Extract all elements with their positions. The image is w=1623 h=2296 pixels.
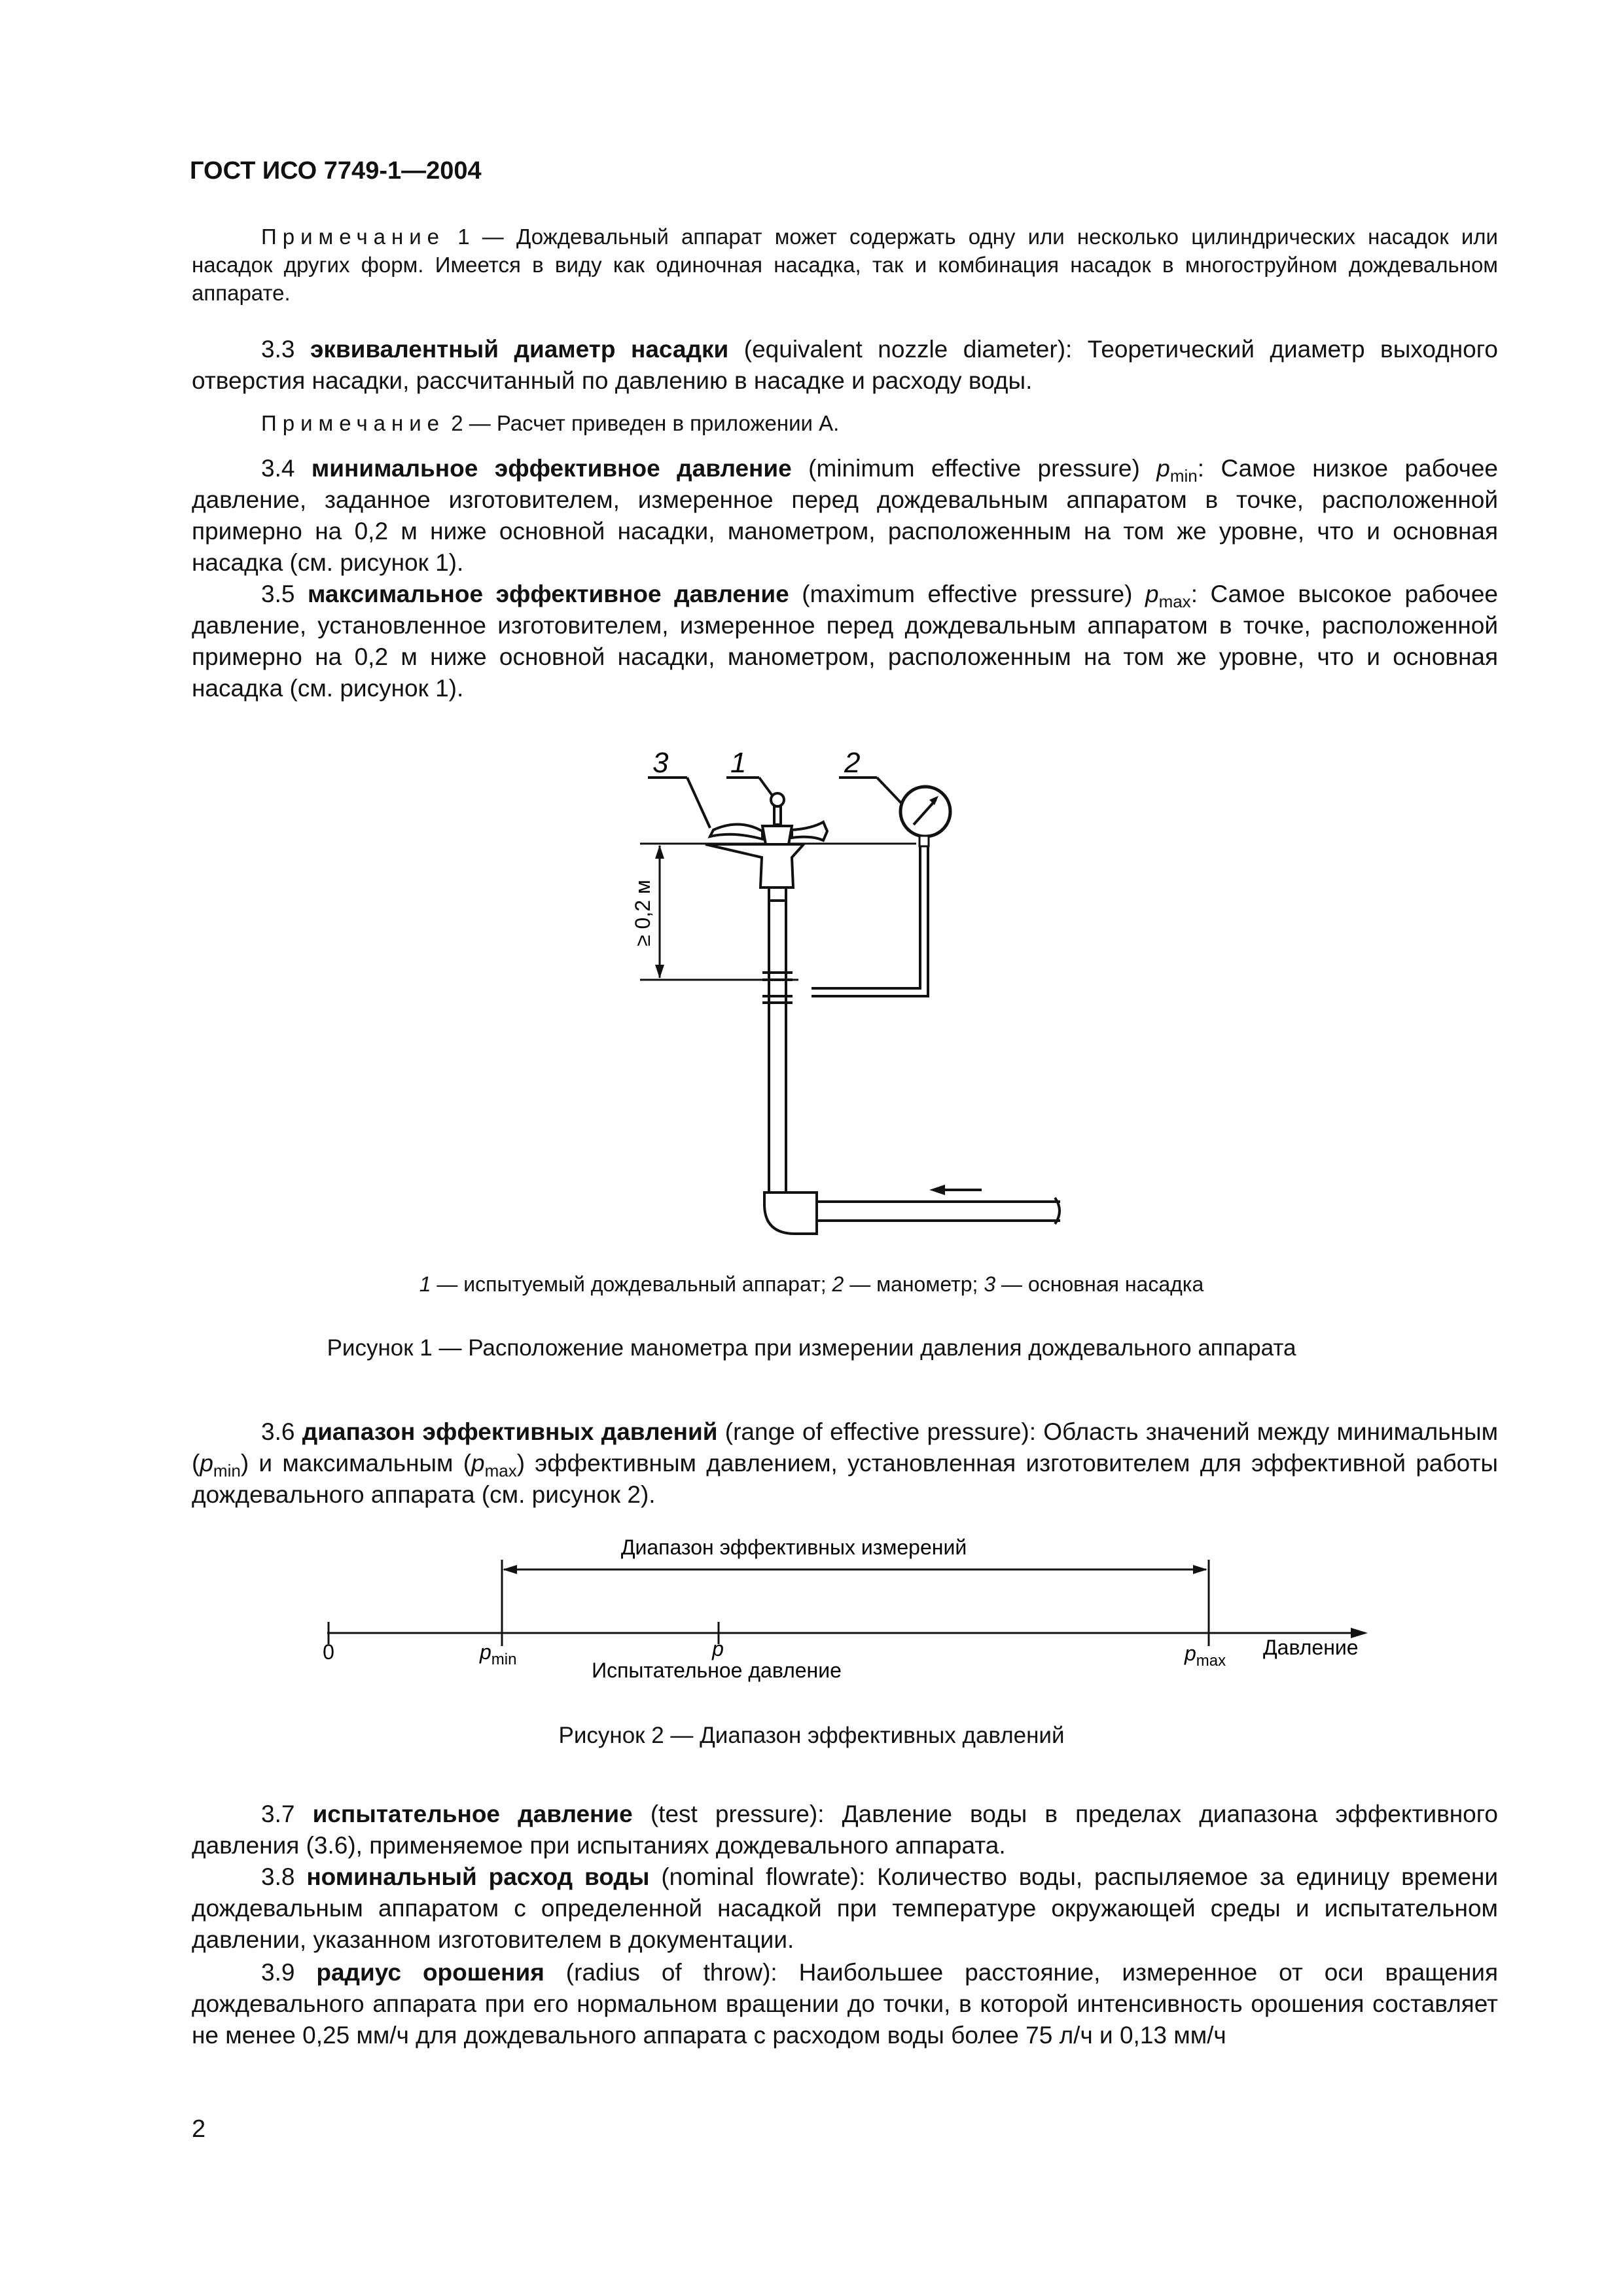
symbol-subscript: min [1169,466,1198,486]
pmin-label: $p_{min}$ [480,1640,517,1668]
figure-1-label-1: 1 [730,747,747,779]
term: максимальное эффективное давление [308,581,789,607]
sprinkler-icon [705,793,827,901]
symbol: p [1145,581,1159,607]
horizontal-pipe [817,1198,1060,1224]
label-2-leader [877,778,903,805]
pressure-gauge-icon [901,787,950,846]
note-2-label: Примечание [261,411,446,435]
p-label: p [712,1637,724,1660]
note-2 [192,409,1498,437]
clause-number: 3.5 [261,581,295,607]
definition-text: (nominal flowrate): Количество воды, распыляемое за единицу времени дождевальным аппаратом с определенной насадкой при температуре окружающей среды и испытательном давлении, указанном изготовителем в документации. [192,1863,1499,1953]
note-2-text: 2 — Расчет приведен в приложении А. [451,411,840,435]
dimension-arrow-down [655,965,664,978]
document-header: ГОСТ ИСО 7749-1—2004 [190,157,482,185]
clause-number: 3.6 [261,1418,295,1445]
symbol-subscript: max [1158,592,1191,611]
figure-2-caption: Рисунок 2 — Диапазон эффективных давлений [558,1723,1065,1748]
range-label: Диапазон эффективных измерений [620,1535,967,1559]
gauge-tube [812,846,928,996]
clause-number: 3.4 [261,455,295,482]
symbol: p [1156,455,1170,482]
range-arrow-right [1193,1565,1207,1574]
note-1-label: Примечание [261,224,446,249]
riser-pipe [762,901,793,1215]
flow-arrow [929,1185,982,1195]
term: номинальный расход воды [306,1863,650,1890]
clause-number: 3.3 [261,336,295,363]
clause-number: 3.7 [261,1801,295,1827]
zero-label: 0 [323,1640,334,1664]
figure-2-diagram [314,1525,1387,1702]
pipe-elbow [764,1193,817,1234]
dimension-label: ≥ 0,2 м [631,880,654,946]
english-term: (maximum effective pressure) [802,581,1133,607]
clause-number: 3.9 [261,1959,295,1986]
clause-3-4 [192,453,1498,579]
pmax-label: $p_{max}$ [1185,1641,1226,1670]
figure-1-legend: 1 — испытуемый дождевальный аппарат; 2 — манометр; 3 — основная насадка [419,1272,1204,1296]
figure-1-diagram [622,740,1080,1250]
clause-3-5 [192,579,1498,704]
clause-number: 3.8 [261,1863,295,1890]
term: испытательное давление [312,1801,633,1827]
definition-text: (equivalent nozzle diameter): Теоретический диаметр выходного отверстия насадки, рассчитанный по давлению в насадке и расходу воды. [192,336,1499,394]
clause-3-9 [192,1957,1498,2051]
test-pressure-label: Испытательное давление [592,1659,842,1682]
label-1-leader [759,778,774,797]
dimension-arrow-up [655,845,664,859]
definition-text: : Самое низкое рабочее давление, заданное изготовителем, измеренное перед дождевальным аппаратом в точке, расположенной примерно на 0,2 м ниже основной насадки, манометром, расположенным на том же уровне, что и основная насадка (см. рисунок 1). [192,455,1498,576]
english-term: (minimum effective pressure) [808,455,1140,482]
clause-3-6: 3.6 диапазон эффективных давлений (range of effective pressure): Область значений между минимальным $(p_{min})$ и максимальным $(p_{max})$ эффективным давлением, установленная изготовителем для эффективной работы дождевального аппарата (см. рисунок 2). [192,1418,1499,1508]
definition-text: : Самое высокое рабочее давление, установленное изготовителем, измеренное перед дождевальным аппаратом в точке, расположенной примерно на 0,2 м ниже основной насадки, манометром, расположенным на том же уровне, что и основная насадка (см. рисунок 1). [192,581,1498,702]
range-arrow-left [503,1565,517,1574]
definition-text: (test pressure): Давление воды в пределах диапазона эффективного давления (3.6), применяемое при испытаниях дождевального аппарата. [192,1801,1498,1859]
axis-label: Давление [1263,1636,1359,1659]
label-3-leader [687,778,710,828]
term: минимальное эффективное давление [311,455,792,482]
figure-1-label-2: 2 [844,747,861,779]
term: радиус орошения [316,1959,544,1986]
term: эквивалентный диаметр насадки [310,336,729,363]
note-1-text: 1 — Дождевальный аппарат может содержать одну или несколько цилиндрических насадок или насадок других форм. Имеется в виду как одиночная насадка, так и комбинация насадок в многоструйном дождевальном аппарате. [192,224,1498,305]
note-1 [192,223,1498,307]
clause-3-8 [192,1861,1498,1956]
clause-3-3 [192,334,1498,397]
figure-1-label-3: 3 [652,747,669,779]
page-number: 2 [192,2115,206,2143]
clause-3-7 [192,1799,1498,1861]
figure-1-caption: Рисунок 1 — Расположение манометра при измерении давления дождевального аппарата [327,1335,1296,1361]
term: диапазон эффективных давлений [302,1418,718,1445]
definition-text: (radius of throw): Наибольшее расстояние, измеренное от оси вращения дождевального аппарата при его нормальном вращении до точки, в которой интенсивность орошения составляет не менее 0,25 мм/ч для дождевального аппарата с расходом воды более 75 л/ч и 0,13 мм/ч [192,1959,1498,2049]
